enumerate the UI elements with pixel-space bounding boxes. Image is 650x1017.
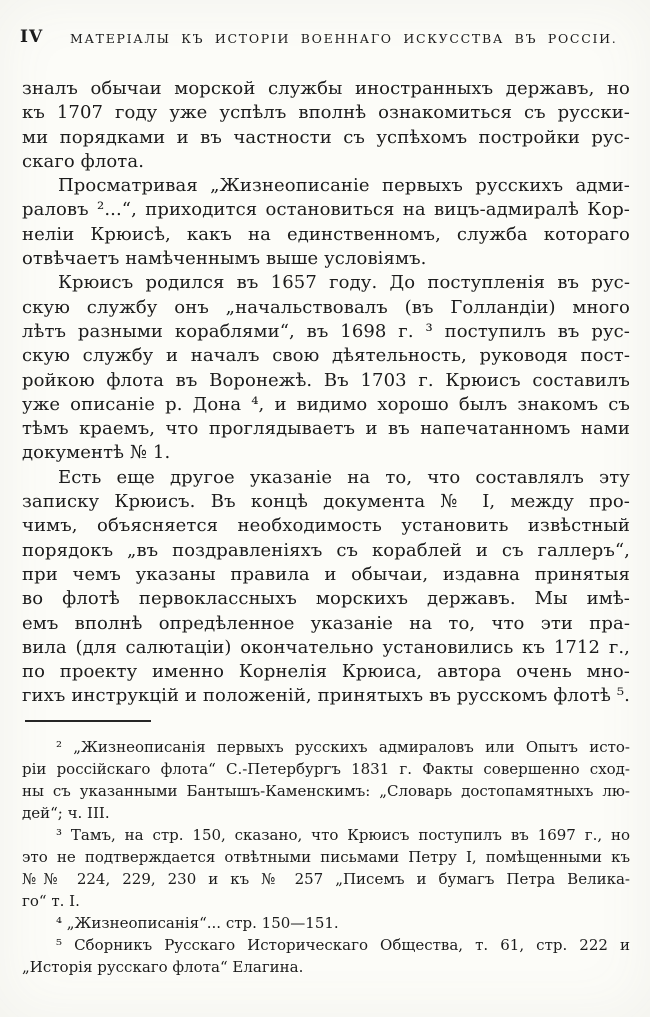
footnote-text-line: ріи россійскаго флота“ С.-Петербургъ 1831 г. Факты совершенно сход- xyxy=(22,760,630,778)
body-text-line: скаго флота. xyxy=(22,150,145,172)
body-text-line: емъ вполнѣ опредѣленное указаніе на то, что эти пра- xyxy=(22,612,630,634)
body-text-line: Просматривая „Жизнеописаніе первыхъ русскихъ адми- xyxy=(58,175,630,197)
body-text-line: порядокъ „въ поздравленіяхъ съ кораблей и съ галлеръ“, xyxy=(22,539,630,561)
body-text-line: гихъ инструкцій и положеній, принятыхъ въ русскомъ флотѣ ⁵. xyxy=(22,685,630,707)
footnote-text-line: ны съ указанными Бантышъ-Каменскимъ: „Словарь достопамятныхъ лю- xyxy=(22,782,630,800)
footnotes-block xyxy=(22,736,630,978)
body-text-line: при чемъ указаны правила и обычаи, издавна принятыя xyxy=(22,563,630,585)
footnote-divider-rule xyxy=(25,720,151,722)
body-text-line: ройкою флота въ Воронежѣ. Въ 1703 г. Крюисъ составилъ xyxy=(22,369,630,391)
body-text-line: къ 1707 году уже успѣлъ вполнѣ ознакомиться съ русски- xyxy=(22,102,630,124)
body-text-line: уже описаніе р. Дона ⁴, и видимо хорошо былъ знакомъ съ xyxy=(22,393,630,415)
body-text-line: ми порядками и въ частности съ успѣхомъ постройки рус- xyxy=(22,126,630,148)
body-text-line: Есть еще другое указаніе на то, что составлялъ эту xyxy=(58,466,630,488)
running-header-title: МАТЕРІАЛЫ КЪ ИСТОРІИ ВОЕННАГО ИСКУССТВА ВЪ РОССІИ. xyxy=(70,31,618,46)
footnote-text-line: ⁴ „Жизнеописанія“... стр. 150—151. xyxy=(56,914,339,932)
body-text-line: скую службу онъ „начальствовалъ (въ Голландіи) много xyxy=(22,296,630,318)
body-text-line: лѣтъ разными кораблями“, въ 1698 г. ³ поступилъ въ рус- xyxy=(22,320,630,342)
body-text-line: по проекту именно Корнелія Крюиса, автора очень мно- xyxy=(22,661,630,683)
body-text-line: во флотѣ первоклассныхъ морскихъ державъ. Мы имѣ- xyxy=(22,588,630,610)
footnote-text-line: №№ 224, 229, 230 и къ № 257 „Писемъ и бумагъ Петра Велика- xyxy=(22,870,630,888)
body-text-line: записку Крюисъ. Въ концѣ документа № I, между про- xyxy=(22,491,630,513)
body-text-line: зналъ обычаи морской службы иностранныхъ державъ, но xyxy=(22,78,630,99)
body-text-line: чимъ, объясняется необходимость установить извѣстный xyxy=(22,515,630,537)
body-text-line: отвѣчаетъ намѣченнымъ выше условіямъ. xyxy=(22,248,427,270)
body-text-line: вила (для салютаціи) окончательно установились къ 1712 г., xyxy=(22,636,630,658)
footnote-text-line: „Исторія русскаго флота“ Елагина. xyxy=(22,958,304,976)
body-text-line: раловъ ²...“, приходится остановиться на вицъ-адмиралѣ Кор- xyxy=(22,199,630,221)
footnote-text-line: ³ Тамъ, на стр. 150, сказано, что Крюисъ поступилъ въ 1697 г., но xyxy=(56,826,630,844)
footnote-text-line: ² „Жизнеописанія первыхъ русскихъ адмираловъ или Опытъ исто- xyxy=(56,738,630,756)
footnote-text-line: это не подтверждается отвѣтными письмами Петру I, помѣщенными къ xyxy=(22,848,630,866)
main-text-block xyxy=(22,77,630,709)
body-text-line: неліи Крюисѣ, какъ на единственномъ, служба котораго xyxy=(22,223,630,245)
footnote-text-line: дей“; ч. III. xyxy=(22,804,110,822)
page-number: IV xyxy=(20,27,44,47)
body-text-line: Крюисъ родился въ 1657 году. До поступленія въ рус- xyxy=(58,272,630,294)
body-text-line: тѣмъ краемъ, что проглядываетъ и въ напечатанномъ нами xyxy=(22,418,630,440)
footnote-text-line: го“ т. I. xyxy=(22,892,80,910)
body-text-line: скую службу и началъ свою дѣятельность, руководя пост- xyxy=(22,345,630,367)
footnote-text-line: ⁵ Сборникъ Русскаго Историческаго Общества, т. 61, стр. 222 и xyxy=(56,936,630,954)
body-text-line: документѣ № 1. xyxy=(22,442,171,464)
